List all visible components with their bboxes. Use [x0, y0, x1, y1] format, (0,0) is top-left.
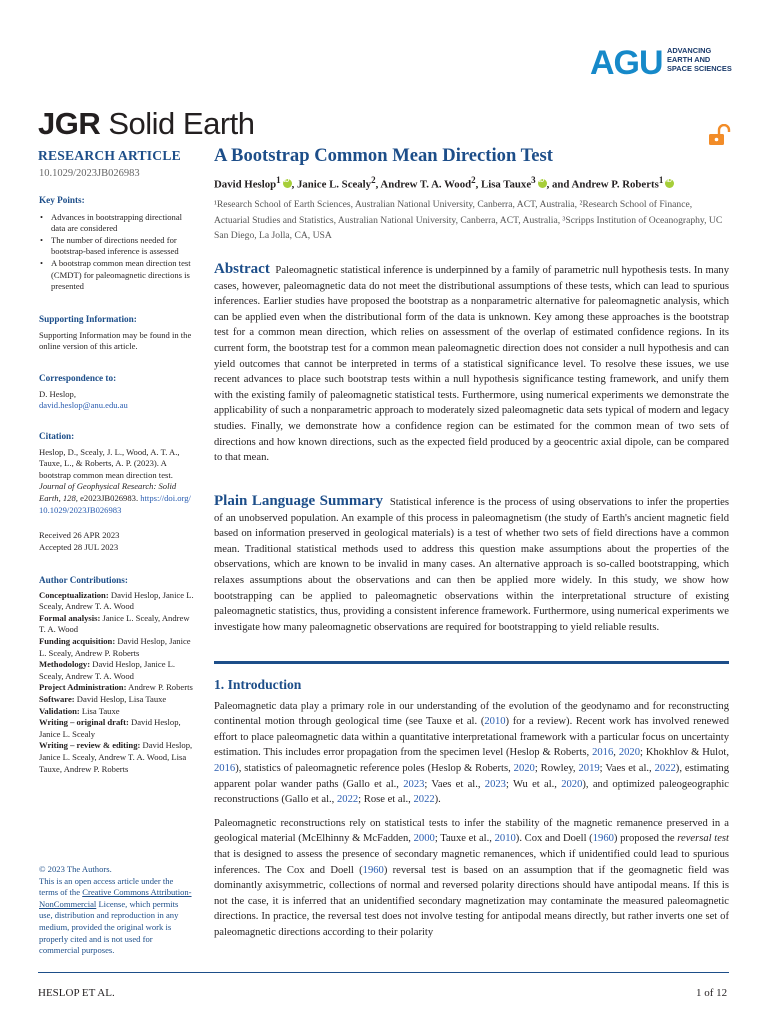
journal-name-bold: JGR [38, 106, 101, 141]
citation-year-link[interactable]: 1960 [362, 864, 384, 876]
citation-journal: Journal of Geophysical Research: Solid Earth, 128, [39, 481, 177, 503]
intro-heading: 1. Introduction [214, 677, 302, 692]
author-name[interactable]: David Heslop [214, 178, 277, 191]
paragraph-text-run: ; Rowley, [534, 762, 579, 774]
paragraph-text-run: ), statistics of paleomagnetic reference poles (Heslop & Roberts, [235, 762, 514, 774]
contribution-names: David Heslop, Janice L. Scealy [39, 717, 181, 739]
citation-year-link[interactable]: 2023 [403, 778, 425, 790]
contribution-item [39, 659, 194, 682]
license-link[interactable]: Creative Commons Attribution-NonCommercial [39, 887, 192, 909]
contribution-names: Andrew P. Roberts [128, 682, 193, 693]
abstract-text: Paleomagnetic statistical inference is underpinned by a family of parametric null hypothesis tests. In many cases, however, paleomagnetic data do not meet the distributional assumptions of these tests, which can lead to spurious inferences. Earlier studies have proposed the bootstrap as a nonparametric alternative for paleomagnetic analysis, which can be applied even when the distributional form of the data is unknown. Key among these approaches is the bootstrap test for a common mean direction, which relies on assessment of the overlap of estimated confidence regions. In its current form, the bootstrap test for a common mean paleomagnetic direction does not consider a null hypothesis and can yield outcomes that cannot be interpreted in terms of a statistical significance level. To resolve these issues, we use recent advances to place such bootstrap tests within a null hypothesis significance testing framework, and unify them with the existing family of paleomagnetic statistical tests. Furthermore, using numerical experiments we demonstrate the applicability of such a nonparametric approach to moderately sized paleomagnetic data sets typical of modern and legacy studies. Finally, we demonstrate how a confidence region can be estimated for the common mean of two sets of directions and how known directions, such as the expected field produced by a geocentric axial dipole, can be compared to that mean. [214, 265, 730, 464]
paragraph-text-run: ; Tauxe et al., [434, 833, 495, 845]
license-text [39, 876, 194, 957]
orcid-icon[interactable] [665, 179, 674, 188]
correspondence-name: D. Heslop, [39, 388, 76, 399]
paragraph-text-run: ) reversal test is based on an assumption that if the geomagnetic field was dominantly axisymmetric, collections of normal and reversed polarity directions should have antipodal means. If this is not the case, it is inferred that an unidentified secondary magnetization may contaminate the measured paleomagnetic directions. In practice, the reversal test does not involve testing for antipodal means directly, but rather inverts one set of paleomagnetic directions according to their polarity [214, 864, 730, 938]
accepted-date: Accepted 28 JUL 2023 [39, 541, 119, 552]
correspondence-title: Correspondence to: [39, 373, 117, 383]
dates-section [39, 530, 194, 553]
paragraph-text-run: Paleomagnetic data play a primary role in our understanding of the evolution of the geodynamo and for reconstructing continental motion through geological time (see Tauxe et al. ( [214, 700, 729, 728]
affiliation-marker: 1 [658, 175, 664, 185]
paragraph-text-run: ), estimating apparent polar wander paths (Gallo et al., [214, 762, 730, 790]
contribution-item [39, 694, 194, 706]
supporting-info-text: Supporting Information may be found in the online version of this article. [39, 329, 192, 352]
key-point: • Advances in bootstrapping directional data are considered [51, 212, 194, 235]
plain-language-summary-section [214, 494, 729, 635]
license-intro: This is an open access article under the terms of the [39, 875, 174, 898]
paragraph-text-run: , [613, 747, 619, 759]
citation-year-link[interactable]: 2020 [513, 762, 535, 774]
affiliations: ¹Research School of Earth Sciences, Australian National University, Canberra, ACT, Australia, ²Research School of Finance, Actuarial Studies and Statistics, Australian National University, Canberra, ACT, Australia, ³Scripps Institution of Oceanography, UC San Diego, La Jolla, CA, USA [214, 199, 723, 242]
citation-year-link[interactable]: 2022 [654, 762, 676, 774]
contribution-names: David Heslop, Janice L. Scealy, Andrew T. A. Wood [39, 659, 176, 681]
citation-year-link[interactable]: 2010 [494, 833, 516, 845]
paragraph-text-run: ). Cox and Doell ( [515, 833, 593, 845]
paragraph-text-run: ) for a review). Recent work has involved renewed effort to place paleomagnetic data within a quantitative interpretational framework with a particular focus on uncertainty estimation. This includes error propagation from the specimen level (Heslop & Roberts, [214, 716, 729, 759]
author-contributions-section [39, 575, 194, 775]
contribution-item [39, 682, 194, 694]
contribution-item [39, 636, 194, 659]
author-name[interactable]: Janice L. Scealy [297, 178, 372, 191]
citation-year-link[interactable]: 2020 [561, 778, 583, 790]
contribution-list [39, 590, 194, 776]
doi[interactable]: 10.1029/2023JB026983 [39, 168, 140, 179]
contribution-role: Writing – original draft: [39, 717, 129, 728]
citation-text [39, 447, 194, 517]
citation-year-link[interactable]: 2020 [618, 747, 640, 759]
citation-year-link[interactable]: 2016 [214, 762, 236, 774]
svg-text:AGU: AGU [590, 44, 663, 78]
orcid-icon[interactable] [283, 179, 292, 188]
affiliation-marker: 2 [471, 175, 476, 185]
agu-logo-mark [590, 44, 666, 78]
key-points-list [39, 212, 194, 293]
citation-year-link[interactable]: 2000 [413, 833, 435, 845]
contribution-item [39, 740, 194, 775]
citation-doi-link[interactable]: https://doi.org/10.1029/2023JB026983 [39, 492, 191, 515]
supporting-info-title: Supporting Information: [39, 314, 137, 324]
contribution-names: David Heslop, Lisa Tauxe [76, 693, 167, 704]
citation-section [39, 431, 194, 516]
author-name[interactable]: and Andrew P. Roberts [552, 178, 659, 191]
pls-paragraph [214, 494, 729, 635]
citation-year-link[interactable]: 1960 [592, 833, 614, 845]
italic-term: reversal test [677, 833, 729, 845]
license-terms: License, which permits use, distribution and reproduction in any medium, provided the original work is properly cited and is not used for commercial purposes. [39, 898, 179, 956]
contribution-names: David Heslop, Janice L. Scealy, Andrew P. Roberts [39, 635, 191, 658]
paragraph-text-run: Paleomagnetic reconstructions rely on statistical tests to infer the stability of the magnetic remanence preserved in a geological material (McElhinny & McFadden, [214, 817, 729, 845]
key-points-section [39, 195, 194, 293]
paragraph-text-run: ; Rose et al., [358, 794, 414, 806]
contribution-names: David Heslop, Janice L. Scealy, Andrew T. A. Wood [39, 589, 194, 612]
paragraph-text-run: ), and optimized paleogeographic reconstructions (Gallo et al., [214, 778, 729, 806]
open-access-lock-icon [706, 124, 732, 146]
citation-year-link[interactable]: 2016 [592, 747, 614, 759]
contribution-item [39, 590, 194, 613]
article-type: RESEARCH ARTICLE [38, 148, 181, 163]
footer-rule [38, 972, 729, 973]
key-point: • A bootstrap common mean direction test (CMDT) for paleomagnetic directions is presented [51, 258, 194, 293]
paragraph-text-run: that is designed to assess the presence of secondary magnetic remanences, which if unidentified could lead to spurious inferences. The Cox and Doell ( [214, 848, 729, 876]
intro-paragraph-1 [214, 699, 729, 808]
paragraph-text-run: ; Khokhlov & Hulot, [640, 747, 729, 759]
contribution-names: Lisa Tauxe [81, 705, 120, 716]
paragraph-text-run: ; Wu et al., [505, 778, 562, 790]
orcid-icon[interactable] [538, 179, 547, 188]
citation-year-link[interactable]: 2022 [336, 794, 359, 806]
author-contributions-title: Author Contributions: [39, 575, 128, 585]
citation-year-link[interactable]: 2023 [484, 778, 506, 790]
contribution-role: Methodology: [39, 659, 91, 670]
correspondence-email-link[interactable]: david.heslop@anu.edu.au [39, 400, 128, 411]
paragraph-text-run: ) proposed the [613, 833, 678, 845]
author-name[interactable]: Lisa Tauxe [481, 178, 532, 191]
contribution-role: Formal analysis: [39, 612, 101, 623]
journal-title [38, 106, 255, 142]
author-list: David Heslop$^1$iD , Janice L. Scealy$^2$, Andrew T. A. Wood$^2$, Lisa Tauxe$^3$iD , and Andrew P. Roberts$^1$iD [214, 175, 674, 191]
contribution-role: Project Administration: [39, 682, 127, 693]
contribution-role: Conceptualization: [39, 589, 109, 600]
paragraph-text-run: ; Vaes et al., [424, 778, 485, 790]
abstract-heading: Abstract [214, 261, 270, 277]
contribution-item [39, 706, 194, 718]
copyright-line: © 2023 The Authors. [39, 864, 112, 874]
copyright-license [39, 864, 194, 957]
footer-authors: HESLOP ET AL. [38, 987, 115, 999]
paragraph-text-run: ). [434, 794, 441, 806]
contribution-role: Writing – review & editing: [39, 740, 141, 751]
contribution-names: Janice L. Scealy, Andrew T. A. Wood [39, 612, 190, 635]
contribution-item [39, 613, 194, 636]
contribution-role: Validation: [39, 705, 80, 716]
paragraph-text-run: ; Vaes et al., [599, 762, 655, 774]
page-number: 1 of 12 [696, 987, 728, 999]
citation-year-link[interactable]: 2022 [413, 794, 435, 806]
intro-paragraph-2 [214, 816, 729, 941]
citation-id: e2023JB026983. [80, 492, 139, 503]
correspondence-section [39, 373, 194, 412]
abstract-section [214, 262, 729, 466]
citation-title: Citation: [39, 431, 75, 441]
contribution-role: Funding acquisition: [39, 635, 116, 646]
journal-name-rest: Solid Earth [100, 106, 255, 141]
agu-tagline: ADVANCING EARTH AND SPACE SCIENCES [667, 46, 732, 74]
pls-text: Statistical inference is the process of using observations to infer the properties of an unobserved population. An example of this process in paleomagnetism (the study of Earth's ancient magnetic field based on information preserved in geological materials) is a test of whether two sets of field directions have a common mean. Traditional statistical methods used to address this question make assumptions about the properties of the observations, which are known to be invalid in many cases. An alternative approach is so-called bootstrapping, which relaxes assumptions about the observations and can then be applied more widely. In this study, we show how bootstrapping can be applied to paleomagnetic observations within the interpretational structure of existing paleomagnetic statistics, thus, providing a consistent inference framework. Furthermore, using numerical experiments we investigate how many paleomagnetic observations are required for bootstrapping to yield reliable results. [214, 497, 729, 633]
paper-title: A Bootstrap Common Mean Direction Test [214, 145, 553, 166]
key-points-title: Key Points: [39, 195, 85, 205]
pls-heading: Plain Language Summary [214, 493, 384, 509]
contribution-item [39, 717, 194, 740]
agu-logo [590, 44, 740, 78]
affiliation-marker: 2 [371, 175, 376, 185]
citation-reference: Heslop, D., Scealy, J. L., Wood, A. T. A., Tauxe, L., & Roberts, A. P. (2023). A bootstrap common mean direction test. [39, 446, 180, 480]
supporting-info-section [39, 314, 194, 353]
contribution-names: David Heslop, Janice L. Scealy, Andrew T. A. Wood, Lisa Tauxe, Andrew P. Roberts [39, 740, 193, 774]
author-name[interactable]: Andrew T. A. Wood [380, 178, 472, 191]
citation-year-link[interactable]: 2010 [484, 716, 506, 728]
contribution-role: Software: [39, 693, 75, 704]
abstract-paragraph [214, 262, 729, 466]
key-point: • The number of directions needed for bootstrap-based inference is assessed [51, 235, 194, 258]
received-date: Received 26 APR 2023 [39, 530, 120, 540]
affiliation-marker: 1 [276, 175, 281, 185]
affiliation-marker: 3 [531, 175, 536, 185]
section-divider [214, 661, 729, 664]
introduction-section [214, 677, 729, 941]
citation-year-link[interactable]: 2019 [578, 762, 600, 774]
